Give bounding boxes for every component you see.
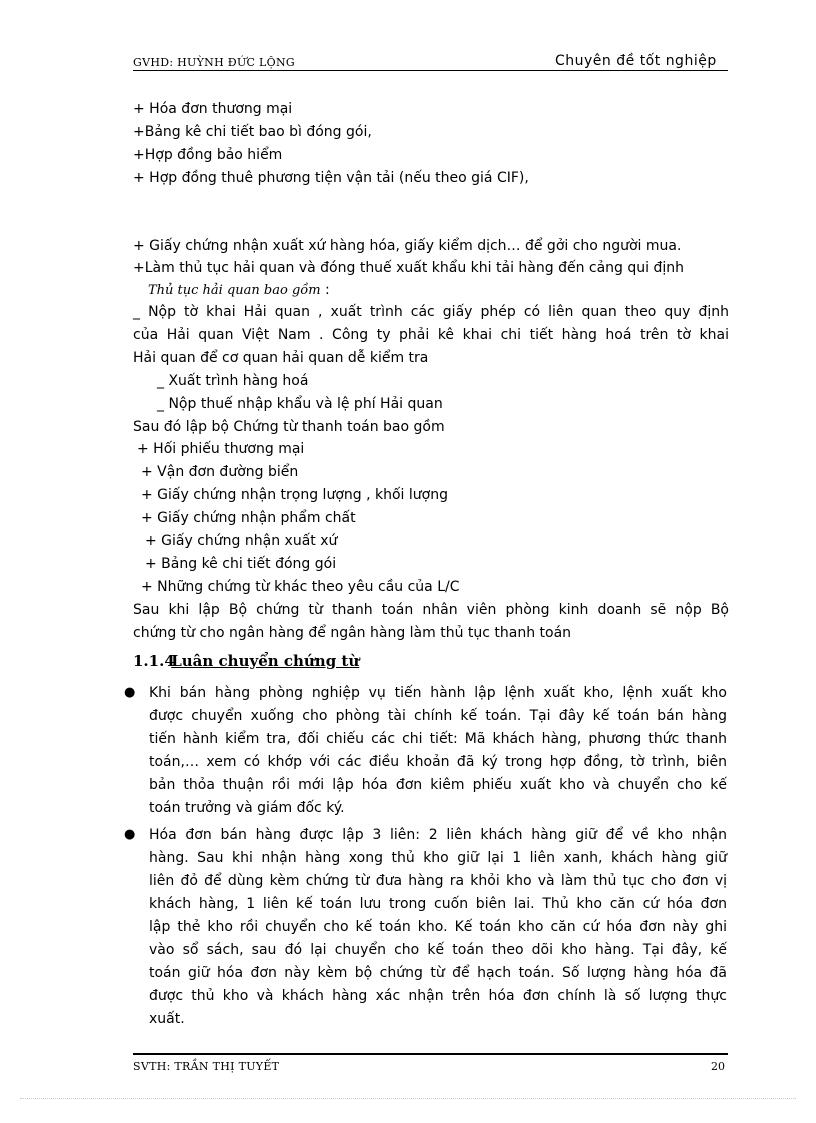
doc-item: + Giấy chứng nhận xuất xứ (145, 533, 338, 549)
bullet-icon: ● (124, 827, 136, 842)
italic-label: Thủ tục hải quan bao gồm (148, 283, 321, 298)
text-line: _ Nộp tờ khai Hải quan , xuất trình các giấy phép có liên quan theo quy định (133, 304, 729, 320)
bullet-line: xuất. (149, 1011, 185, 1027)
header-advisor: GVHD: HUỲNH ĐỨC LỘNG (133, 56, 295, 69)
footer-author: SVTH: TRẦN THỊ TUYẾT (133, 1060, 280, 1073)
bullet-line: Hóa đơn bán hàng được lập 3 liên: 2 liên khách hàng giữ để về kho nhận (149, 827, 727, 843)
bullet-line: liên đỏ để dùng kèm chứng từ đưa hàng ra khỏi kho và làm thủ tục cho đơn vị (149, 873, 727, 889)
text-line: + Giấy chứng nhận xuất xứ hàng hóa, giấy kiểm dịch… để gởi cho người mua. (133, 238, 682, 254)
bullet-line: tiến hành kiểm tra, đối chiếu các chi tiết: Mã khách hàng, phương thức thanh (149, 731, 727, 747)
bullet-line: hàng. Sau khi nhận hàng xong thủ kho giữ lại 1 liên xanh, khách hàng giữ (149, 850, 727, 866)
text-line: _ Nộp thuế nhập khẩu và lệ phí Hải quan (157, 396, 443, 412)
page-break-line (20, 1098, 796, 1099)
header-title: Chuyên đề tốt nghiệp (555, 53, 717, 69)
text-line: chứng từ cho ngân hàng để ngân hàng làm thủ tục thanh toán (133, 625, 572, 641)
text-line: Sau khi lập Bộ chứng từ thanh toán nhân viên phòng kinh doanh sẽ nộp Bộ (133, 602, 729, 618)
doc-item: + Giấy chứng nhận trọng lượng , khối lượng (141, 487, 448, 503)
text-line: _ Xuất trình hàng hoá (157, 373, 309, 389)
bullet-line: bản thỏa thuận rồi mới lập hóa đơn kiêm phiếu xuất kho và chuyển cho kế (149, 777, 727, 793)
section-heading (133, 652, 359, 670)
bullet-line: được thủ kho và khách hàng xác nhận trên hóa đơn chính là số lượng thực (149, 988, 727, 1004)
text-line: Sau đó lập bộ Chứng từ thanh toán bao gồm (133, 419, 445, 435)
doc-item: + Bảng kê chi tiết đóng gói (145, 556, 337, 572)
text-line: + Hóa đơn thương mại (133, 101, 293, 117)
bullet-line: toán giữ hóa đơn này kèm bộ chứng từ để hạch toán. Số lượng hàng hóa đã (149, 965, 727, 981)
section-title: Luân chuyển chứng từ (171, 652, 360, 670)
bullet-line: Khi bán hàng phòng nghiệp vụ tiến hành lập lệnh xuất kho, lệnh xuất kho (149, 685, 727, 701)
bullet-line: được chuyển xuống cho phòng tài chính kế toán. Tại đây kế toán bán hàng (149, 708, 727, 724)
page-number: 20 (711, 1060, 725, 1073)
text-line: +Hợp đồng bảo hiểm (133, 147, 283, 163)
doc-item: + Vận đơn đường biển (141, 464, 299, 480)
section-number: 1.1.4 (133, 652, 175, 670)
footer-rule (133, 1053, 728, 1055)
text-line: + Hợp đồng thuê phương tiện vận tải (nếu theo giá CIF), (133, 170, 529, 186)
text-line: của Hải quan Việt Nam . Công ty phải kê khai chi tiết hàng hoá trên tờ khai (133, 327, 729, 343)
header-rule (133, 70, 728, 71)
bullet-line: toán trưởng và giám đốc ký. (149, 800, 345, 816)
doc-item: + Những chứng từ khác theo yêu cầu của L/C (141, 579, 460, 595)
bullet-line: lập thẻ kho rồi chuyển cho kế toán kho. Kế toán kho căn cứ hóa đơn này ghi (149, 919, 727, 935)
text-line: +Bảng kê chi tiết bao bì đóng gói, (133, 124, 372, 140)
italic-heading (148, 281, 744, 300)
bullet-line: khách hàng, 1 liên kế toán lưu trong cuốn biên lai. Thủ kho căn cứ hóa đơn (149, 896, 727, 912)
bullet-line: toán,… xem có khớp với các điều khoản đã ký trong hợp đồng, tờ trình, biên (149, 754, 727, 770)
doc-item: + Giấy chứng nhận phẩm chất (141, 510, 356, 526)
text-line: Hải quan để cơ quan hải quan dễ kiểm tra (133, 350, 429, 366)
bullet-line: vào sổ sách, sau đó lại chuyển cho kế toán theo dõi kho hàng. Tại đây, kế (149, 942, 727, 958)
bullet-icon: ● (124, 685, 136, 700)
doc-item: + Hối phiếu thương mại (137, 441, 305, 457)
text-line: +Làm thủ tục hải quan và đóng thuế xuất khẩu khi tải hàng đến cảng qui định (133, 260, 685, 276)
italic-colon: : (320, 282, 330, 298)
